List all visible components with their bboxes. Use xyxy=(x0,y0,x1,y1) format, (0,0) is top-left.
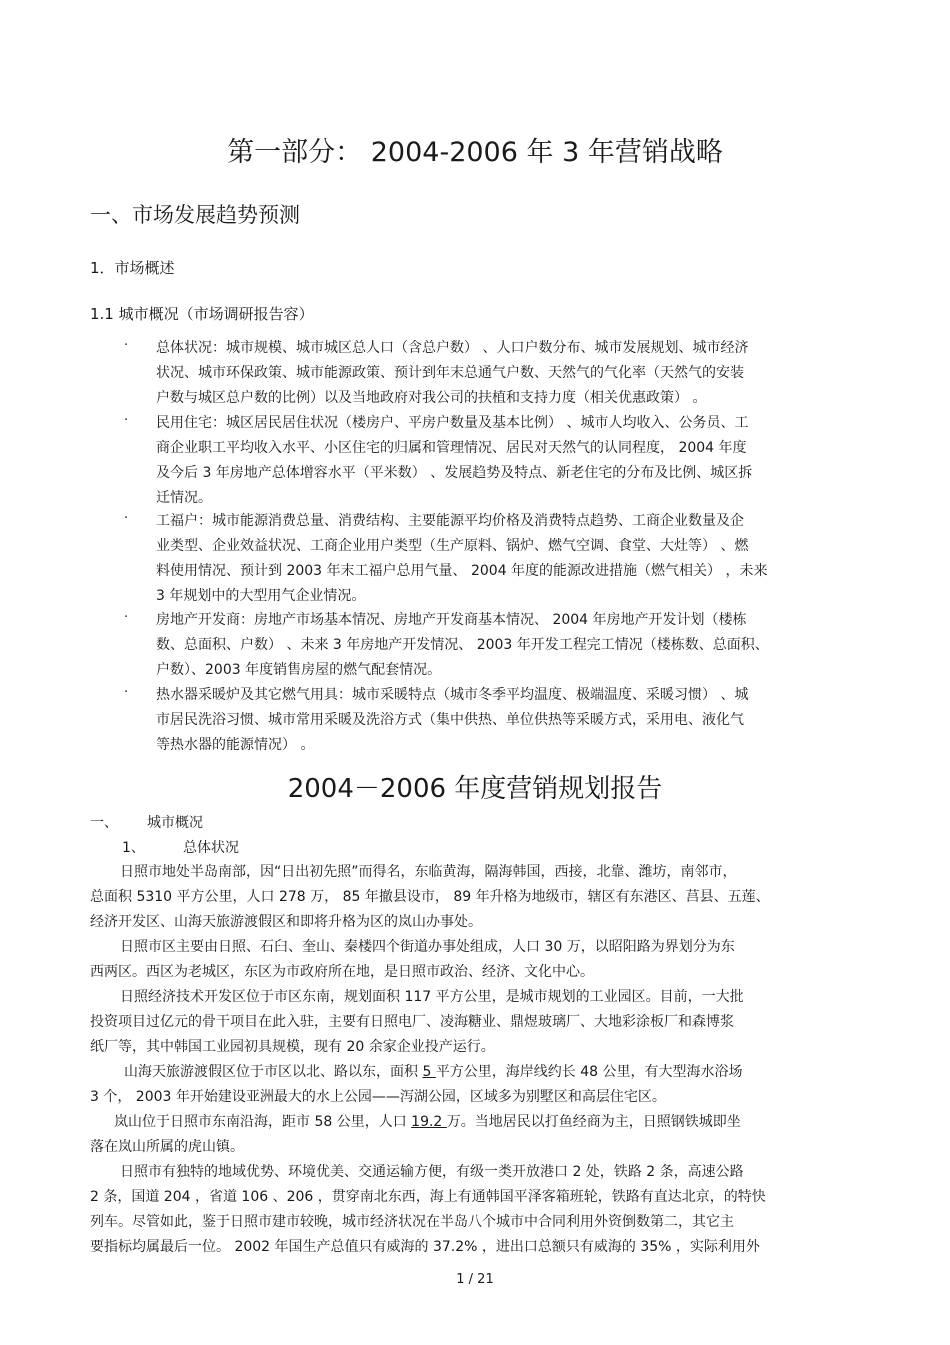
paragraph-line: 2 条，国道 204 ，省道 106 、206 ，贯穿南北东西，海上有通韩国平泽客箱班轮，铁路有直达北京，的特快 xyxy=(90,1189,766,1205)
bullet-dot: · xyxy=(124,338,129,353)
paragraph-line: 山海天旅游渡假区位于市区以北、路以东，面积 5 平方公里，海岸线约长 48 公里，有大型海水浴场 xyxy=(124,1064,743,1080)
page-number: 1 / 21 xyxy=(456,1272,494,1287)
report-title: 2004－2006 年度营销规划报告 xyxy=(287,774,663,804)
paragraph-line: 经济开发区、山海天旅游渡假区和即将升格为区的岚山办事处。 xyxy=(90,914,482,930)
bullet-line: 总体状况：城市规模、城市城区总人口（含总户数） 、人口户数分布、城市发展规划、城市经济 xyxy=(156,340,749,356)
population-value: 19.2 xyxy=(411,1114,447,1130)
bullet-line: 市居民洗浴习惯、城市常用采暖及洗浴方式（集中供热、单位供热等采暖方式，采用电、液化气 xyxy=(156,712,744,728)
bullet-line: 料使用情况、预计到 2003 年末工福户总用气量、 2004 年度的能源改进措施（燃气相关） ，未来 xyxy=(156,563,768,579)
paragraph-line: 落在岚山所属的虎山镇。 xyxy=(90,1139,244,1155)
bullet-dot: · xyxy=(124,511,129,526)
bullet-line: 状况、城市环保政策、城市能源政策、预计到年末总通气户数、天然气的气化率（天然气的安装 xyxy=(156,365,744,381)
bullet-line: 房地产开发商：房地产市场基本情况、房地产开发商基本情况、 2004 年房地产开发计划（楼栋 xyxy=(156,612,747,628)
area-value: 5 xyxy=(422,1064,436,1080)
bullet-line: 3 年规划中的大型用气企业情况。 xyxy=(156,588,366,604)
paragraph-line: 西两区。西区为老城区，东区为市政府所在地，是日照市政治、经济、文化中心。 xyxy=(90,964,594,980)
bullet-line: 工福户：城市能源消费总量、消费结构、主要能源平均价格及消费特点趋势、工商企业数量及企 xyxy=(156,513,744,529)
bullet-line: 迁情况。 xyxy=(156,490,212,506)
item-label: 总体状况 xyxy=(183,840,239,856)
item-number: 1、 xyxy=(122,840,145,856)
bullet-line: 户数）、2003 年度销售房屋的燃气配套情况。 xyxy=(156,662,442,678)
bullet-dot: · xyxy=(124,413,129,428)
bullet-line: 及今后 3 年房地产总体增容水平（平米数） 、发展趋势及特点、新老住宅的分布及比例、城区拆 xyxy=(156,465,753,481)
section-number: 一、 xyxy=(90,815,118,831)
section-label: 城市概况 xyxy=(147,815,203,831)
section-heading: 一、市场发展趋势预测 xyxy=(90,203,300,227)
bullet-line: 民用住宅：城区居民居住状况（楼房户、平房户数量及基本比例） 、城市人均收入、公务员、工 xyxy=(156,415,749,431)
paragraph-line: 3 个， 2003 年开始建设亚洲最大的水上公园——泻湖公园，区域多为别墅区和高层住宅区。 xyxy=(90,1089,666,1105)
paragraph-line: 日照市区主要由日照、石臼、奎山、秦楼四个街道办事处组成，人口 30 万，以昭阳路为界划分为东 xyxy=(120,939,735,955)
page-title: 第一部分： 2004-2006 年 3 年营销战略 xyxy=(227,137,723,168)
bullet-line: 热水器采暖炉及其它燃气用具：城市采暖特点（城市冬季平均温度、极端温度、采暖习惯） 、城 xyxy=(156,687,749,703)
paragraph-line: 纸厂等，其中韩国工业园初具规模，现有 20 余家企业投产运行。 xyxy=(90,1039,495,1055)
bullet-line: 等热水器的能源情况） 。 xyxy=(156,737,315,753)
bullet-line: 业类型、企业效益状况、工商企业用户类型（生产原料、锅炉、燃气空调、食堂、大灶等） 、燃 xyxy=(156,538,749,554)
paragraph-line: 日照市有独特的地域优势、环境优美、交通运输方便，有级一类开放港口 2 处，铁路 2 条，高速公路 xyxy=(120,1164,744,1180)
paragraph-line: 总面积 5310 平方公里，人口 278 万， 85 年撤县设市， 89 年升格为地级市，辖区有东港区、莒县、五莲、 xyxy=(90,889,770,905)
paragraph-line: 日照市地处半岛南部，因“日出初先照”而得名，东临黄海，隔海韩国，西接，北靠、潍坊，南邻市， xyxy=(120,864,737,880)
bullet-line: 户数与城区总户数的比例）以及当地政府对我公司的扶植和支持力度（相关优惠政策） 。 xyxy=(156,390,707,406)
paragraph-line: 投资项目过亿元的骨干项目在此入驻，主要有日照电厂、凌海糖业、鼎煜玻璃厂、大地彩涂板厂和森博浆 xyxy=(90,1014,734,1030)
paragraph-line: 日照经济技术开发区位于市区东南，规划面积 117 平方公里，是城市规划的工业园区。目前，一大批 xyxy=(120,989,744,1005)
bullet-dot: · xyxy=(124,685,129,700)
subsubsection-heading: 1.1 城市概况（市场调研报告容） xyxy=(90,305,314,323)
bullet-line: 商企业职工平均收入水平、小区住宅的归属和管理情况、居民对天然气的认同程度， 2004 年度 xyxy=(156,440,747,456)
bullet-line: 数、总面积、户数） 、未来 3 年房地产开发情况、 2003 年开发工程完工情况（楼栋数、总面积、 xyxy=(156,637,769,653)
paragraph-line: 列车。尽管如此，鉴于日照市建市较晚，城市经济状况在半岛八个城市中合同利用外资倒数第二，其它主 xyxy=(90,1214,734,1230)
bullet-dot: · xyxy=(124,610,129,625)
paragraph-line: 要指标均属最后一位。 2002 年国生产总值只有威海的 37.2% ，进出口总额只有威海的 35% ，实际利用外 xyxy=(90,1239,760,1255)
paragraph-line: 岚山位于日照市东南沿海，距市 58 公里，人口 19.2 万。当地居民以打鱼经商为主，日照钢铁城即坐 xyxy=(114,1114,741,1130)
subsection-heading: 1．市场概述 xyxy=(90,259,175,277)
